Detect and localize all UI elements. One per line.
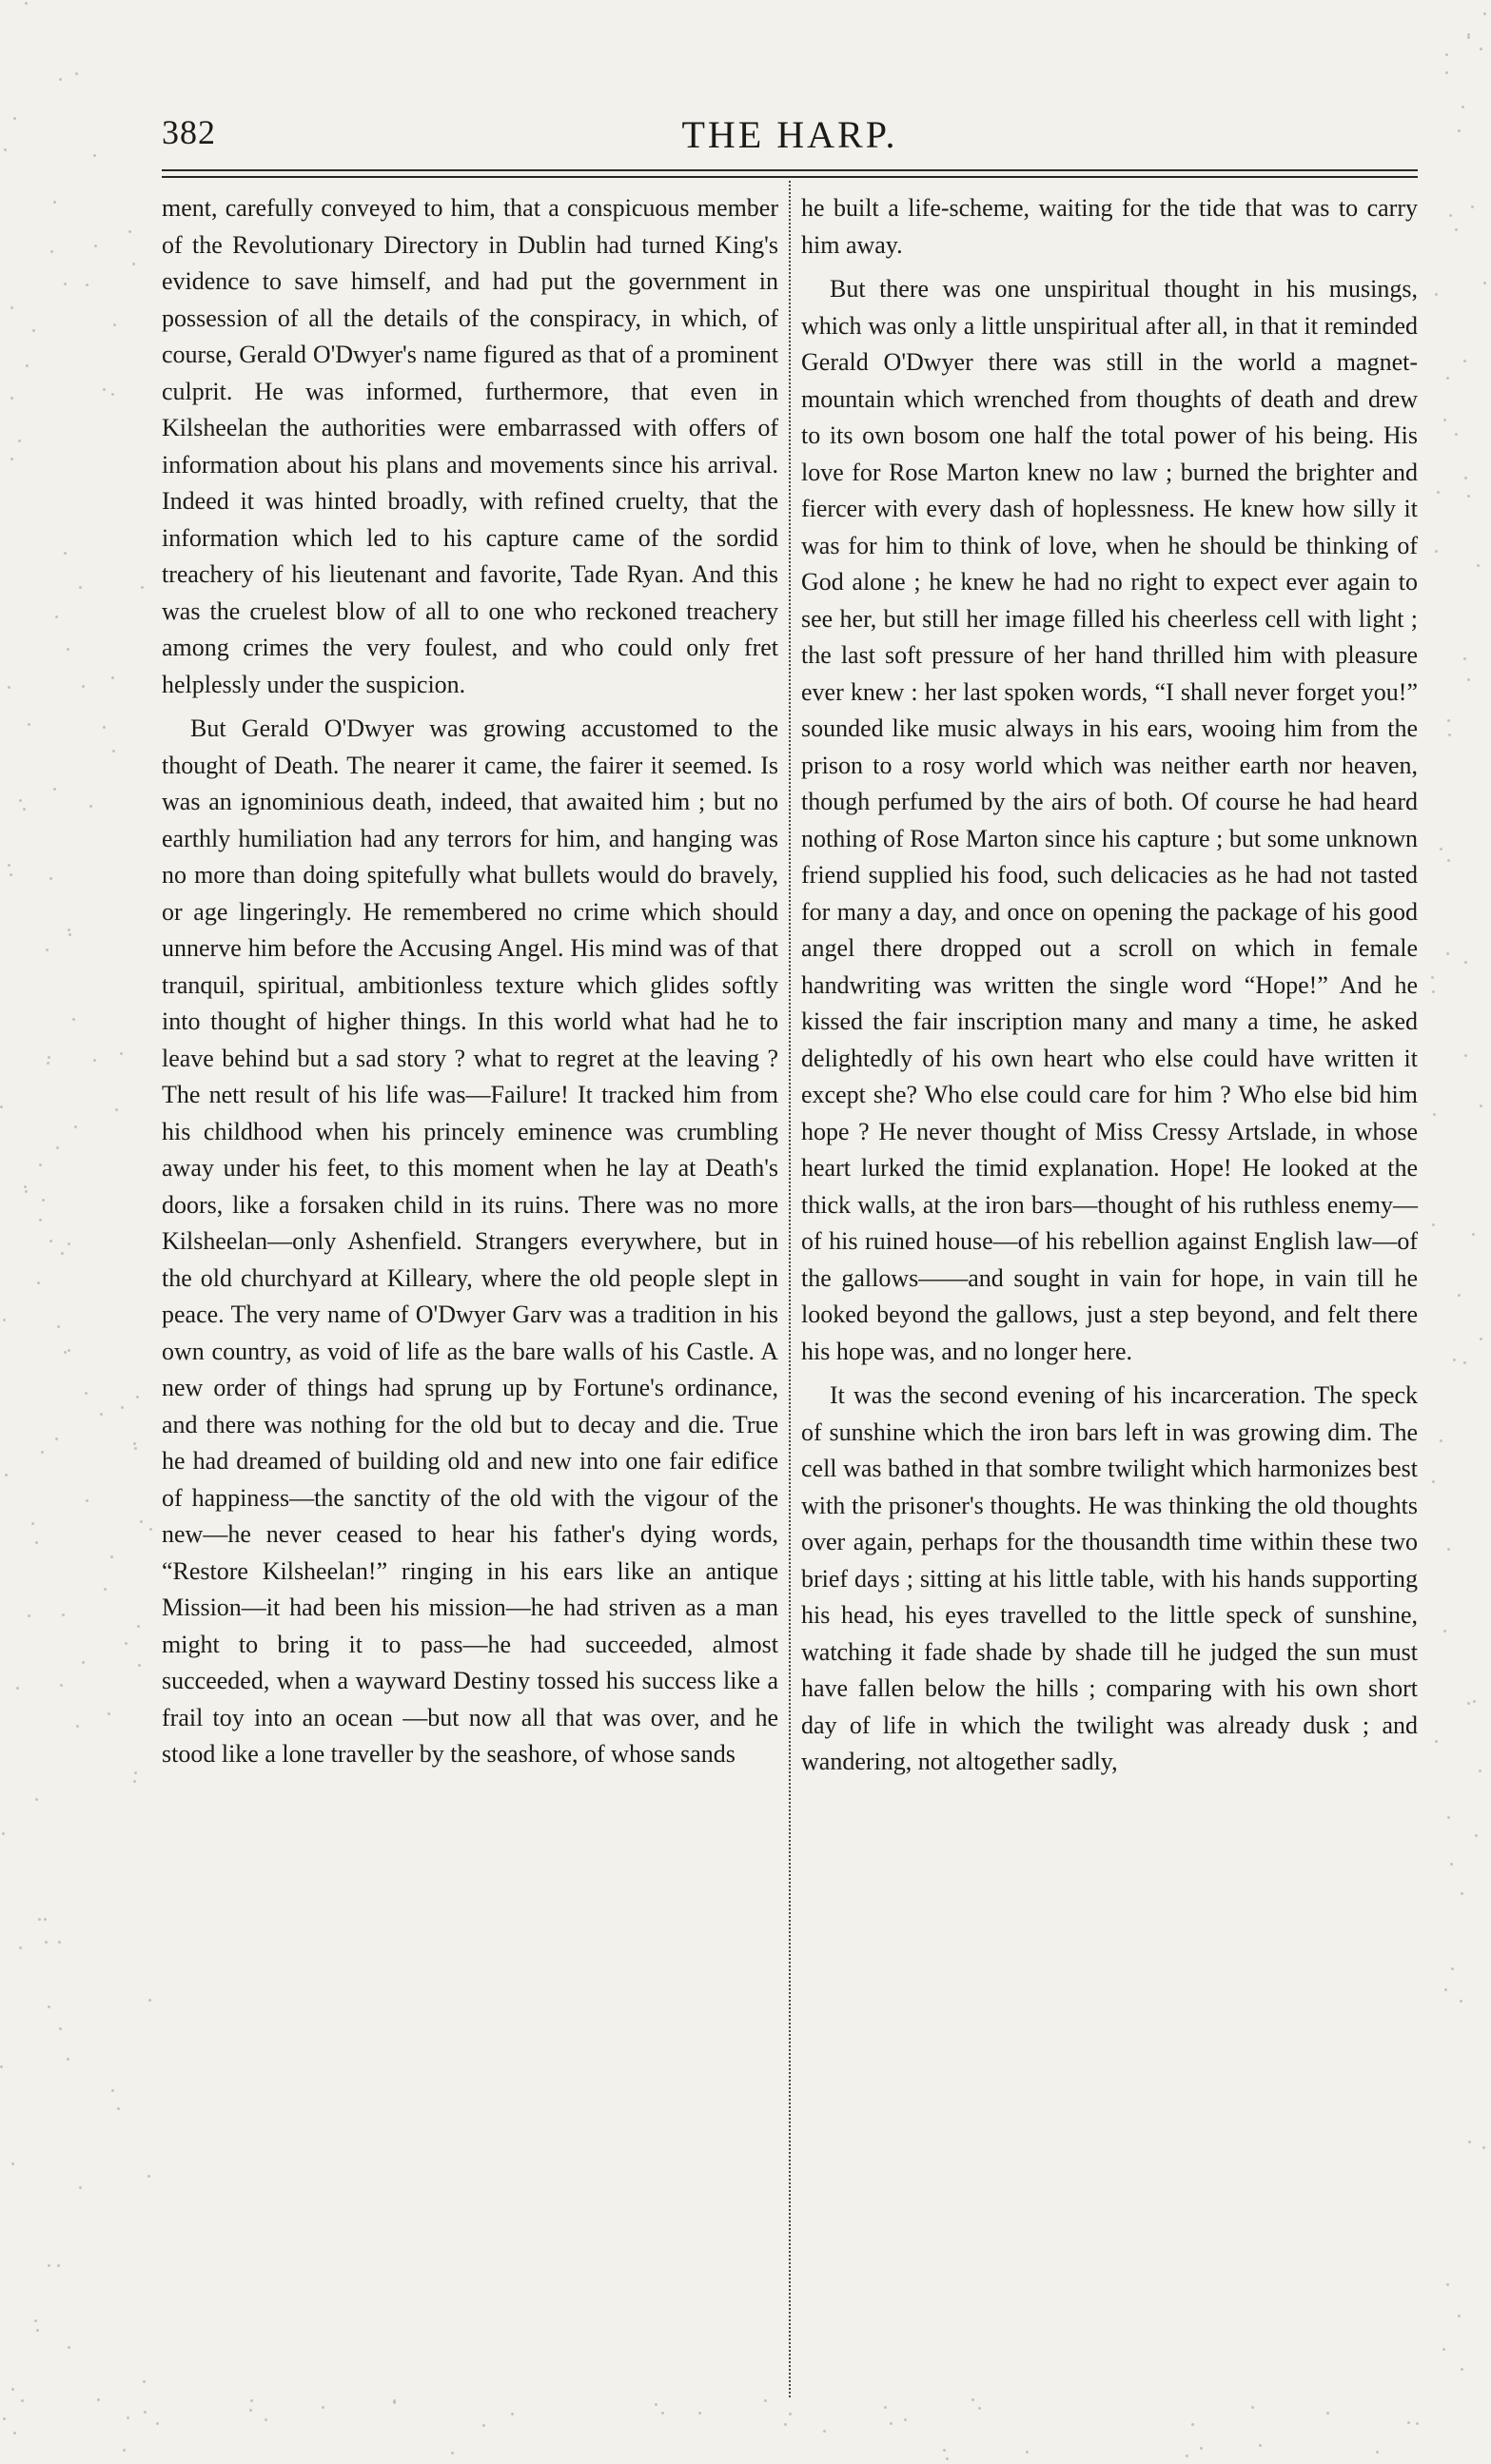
paper-speck	[111, 676, 114, 679]
paper-speck	[110, 1555, 113, 1558]
running-title: THE HARP.	[681, 113, 898, 156]
left-column	[162, 190, 778, 1781]
paper-speck	[0, 1105, 3, 1108]
paper-speck	[1467, 495, 1470, 498]
paper-speck	[68, 1349, 70, 1352]
paper-speck	[35, 1798, 38, 1801]
paper-speck	[1376, 2451, 1379, 2454]
paper-speck	[23, 808, 26, 811]
paper-speck	[1200, 2447, 1203, 2450]
paper-speck	[48, 2264, 50, 2267]
paper-speck	[1026, 2451, 1029, 2454]
paper-speck	[57, 1325, 60, 1328]
paper-speck	[1432, 1480, 1435, 1483]
paper-speck	[133, 1442, 136, 1445]
paper-speck	[100, 1413, 103, 1416]
paper-speck	[25, 2, 28, 5]
paper-speck	[1445, 53, 1448, 56]
paper-speck	[322, 2406, 324, 2409]
paper-speck	[149, 1528, 152, 1531]
paper-speck	[1464, 1054, 1467, 1057]
paper-speck	[1450, 1863, 1453, 1866]
paper-speck	[137, 1625, 140, 1628]
paper-speck	[1186, 2454, 1188, 2457]
paper-speck	[1475, 1834, 1478, 1837]
paper-speck	[86, 1499, 88, 1502]
paper-speck	[1460, 2000, 1462, 2003]
paper-speck	[67, 648, 69, 651]
paper-speck	[48, 1056, 50, 1059]
paper-speck	[13, 117, 16, 120]
paper-speck	[451, 2452, 454, 2454]
paper-speck	[136, 1396, 139, 1398]
paper-speck	[1461, 1892, 1463, 1895]
paper-speck	[1447, 1816, 1450, 1819]
paper-speck	[85, 1392, 88, 1395]
paper-speck	[113, 323, 116, 326]
paper-speck	[1326, 2412, 1329, 2415]
paper-speck	[978, 2407, 981, 2410]
paper-speck	[1446, 377, 1449, 380]
paper-speck	[1251, 2406, 1254, 2409]
paper-speck	[144, 2411, 147, 2414]
paper-speck	[89, 805, 92, 808]
paper-speck	[265, 2418, 267, 2421]
paper-speck	[1447, 859, 1450, 862]
paper-speck	[68, 2346, 70, 2349]
paper-speck	[249, 2409, 252, 2412]
paper-speck	[79, 2186, 82, 2189]
paper-speck	[789, 2413, 792, 2415]
paper-speck	[1468, 2141, 1471, 2143]
header-rule-bottom	[162, 176, 1418, 178]
paper-speck	[943, 2449, 946, 2452]
paper-speck	[3, 2417, 6, 2420]
paper-speck	[13, 2432, 16, 2435]
paper-speck	[112, 750, 115, 753]
paper-speck	[48, 2005, 50, 2008]
paper-speck	[1447, 1548, 1450, 1551]
paper-speck	[82, 685, 85, 688]
paper-speck	[49, 1240, 52, 1242]
paper-speck	[1442, 2348, 1445, 2351]
paper-speck	[1440, 848, 1442, 851]
paper-speck	[1455, 433, 1458, 436]
paper-speck	[133, 1780, 136, 1783]
paper-speck	[1464, 477, 1467, 479]
paper-speck	[68, 1242, 70, 1245]
paper-speck	[62, 1613, 65, 1616]
paper-speck	[64, 1351, 67, 1354]
paper-speck	[823, 2430, 826, 2433]
paper-speck	[41, 1451, 44, 1454]
paper-speck	[482, 2424, 485, 2427]
paper-speck	[1480, 48, 1482, 50]
paper-speck	[103, 388, 106, 391]
paper-speck	[93, 154, 96, 157]
paper-speck	[393, 2401, 396, 2404]
paper-speck	[93, 1059, 96, 1062]
paper-speck	[39, 1219, 42, 1222]
paper-speck	[1446, 2283, 1449, 2286]
header-rule-top	[162, 169, 1418, 171]
paper-speck	[1473, 1700, 1476, 1703]
paper-speck	[46, 948, 49, 951]
paper-speck	[49, 877, 52, 880]
paper-speck	[1432, 1223, 1435, 1226]
paper-speck	[44, 1918, 47, 1921]
paper-speck	[37, 1281, 40, 1284]
paper-speck	[1467, 36, 1470, 39]
paper-speck	[1432, 990, 1435, 993]
paper-speck	[74, 1125, 77, 1128]
paper-speck	[11, 2388, 14, 2391]
paper-speck	[53, 788, 56, 791]
paper-speck	[75, 72, 78, 75]
paper-speck	[1435, 1740, 1438, 1743]
paper-speck	[1443, 419, 1446, 421]
paper-speck	[1461, 2368, 1463, 2371]
column-divider	[789, 181, 791, 2397]
paper-speck	[18, 440, 21, 442]
paper-speck	[141, 586, 144, 589]
paper-speck	[103, 726, 106, 729]
paper-speck	[121, 1406, 124, 1409]
paper-speck	[1437, 491, 1440, 494]
paper-speck	[55, 616, 58, 618]
paper-speck	[19, 799, 22, 802]
paper-speck	[79, 586, 82, 589]
paper-speck	[25, 1190, 28, 1193]
paragraph: But Gerald O'Dwyer was growing accustomed to the thought of Death. The nearer it came, the fairer it seemed. Is was an ignominious death, indeed, that awaited him ; but no earthly humiliation had any terrors for him, and hanging was no more than doing spitefully what bullets would do bravely, or age lingeringly. He remembered no crime which should unnerve him before the Accusing Angel. His mind was of that tranquil, spiritual, ambitionless texture which glides softly into thought of higher things. In this world what had he to leave behind but a sad story ? what to regret at the leaving ? The nett result of his life was—Failure! It tracked him from his childhood when his princely eminence was crumbling away under his feet, to this moment when he lay at Death's doors, like a forsaken child in its ruins. There was no more Kilsheelan—only Ashenfield. Strangers everywhere, but in the old churchyard at Killeary, where the old people slept in peace. The very name of O'Dwyer Garv was a tradition in his own country, as void of life as the bare walls of his Castle. A new order of things had sprung up by Fortune's ordinance, and there was nothing for the old but to decay and die. True he had dreamed of building old and new into one fair edifice of happiness—the sanctity of the old with the vigour of the new—he never ceased to hear his father's dying words, “Restore Kilsheelan!” ringing in his ears like an antique Mission—it had been his mission—he had striven as a man might to bring it to pass—he had succeeded, almost succeeded, when a wayward Destiny tossed his success like a frail toy into an ocean —but now all that was over, and he stood like a lone traveller by the seashore, of whose sands	[162, 714, 778, 1768]
paper-speck	[28, 723, 30, 726]
paper-speck	[16, 1687, 19, 1690]
paper-speck	[50, 250, 53, 253]
paper-speck	[10, 306, 13, 309]
paper-speck	[1433, 1113, 1436, 1116]
paper-speck	[38, 1918, 41, 1921]
paper-speck	[60, 1684, 63, 1687]
paper-speck	[1431, 976, 1434, 979]
paper-speck	[86, 284, 88, 286]
paper-speck	[42, 1199, 45, 1202]
paper-speck	[8, 864, 10, 867]
paper-speck	[1479, 1770, 1481, 1772]
paper-speck	[1416, 2422, 1419, 2425]
paper-speck	[64, 283, 67, 285]
paper-speck	[140, 1520, 143, 1523]
paper-speck	[82, 1661, 85, 1664]
paper-speck	[10, 397, 13, 400]
paper-speck	[10, 458, 13, 460]
paper-speck	[47, 1062, 49, 1065]
paper-speck	[128, 230, 131, 233]
paper-speck	[138, 1664, 141, 1667]
paper-speck	[58, 1941, 61, 1944]
paper-speck	[1447, 719, 1450, 722]
paper-speck	[655, 2403, 657, 2406]
paper-speck	[76, 1725, 79, 1728]
paper-speck	[5, 1474, 8, 1476]
paper-speck	[68, 929, 70, 931]
paper-speck	[32, 329, 35, 332]
paper-speck	[1467, 678, 1470, 681]
paper-speck	[1440, 1439, 1442, 1442]
paper-speck	[24, 1185, 27, 1188]
paper-speck	[1259, 2444, 1262, 2447]
paper-speck	[120, 1052, 123, 1055]
paper-speck	[1483, 12, 1486, 15]
paper-speck	[1463, 657, 1466, 660]
paper-speck	[156, 2422, 159, 2425]
paper-speck	[115, 1108, 118, 1111]
paper-speck	[661, 2412, 664, 2415]
paper-speck	[4, 148, 7, 151]
paper-speck	[1458, 129, 1461, 132]
paper-speck	[1444, 1988, 1447, 1991]
paper-speck	[1482, 2146, 1485, 2149]
paper-speck	[2, 1832, 5, 1835]
paper-speck	[946, 2457, 949, 2460]
paper-speck	[511, 2413, 514, 2415]
paper-speck	[134, 1447, 137, 1450]
paper-speck	[134, 1771, 137, 1774]
paper-speck	[11, 2162, 14, 2165]
right-column	[801, 190, 1418, 1789]
paper-speck	[26, 364, 29, 367]
paper-speck	[1483, 282, 1486, 284]
paper-speck	[57, 2264, 60, 2267]
paper-speck	[117, 2107, 120, 2110]
paper-speck	[35, 1541, 38, 1544]
paragraph: ment, carefully conveyed to him, that a conspicuous member of the Revolutionary Directory in Dublin had turned King's evidence to save himself, and had put the government in possession of all the details of the conspiracy, in which, of course, Gerald O'Dwyer's name figured as that of a prominent culprit. He was informed, furthermore, that even in Kilsheelan the authorities were embarrassed with offers of information about his plans and movements since his arrival. Indeed it was hinted broadly, with refined cruelty, that the information which led to his capture came of the sordid treachery of his lieutenant and favorite, Tade Ryan. And this was the cruelest blow of all to one who reckoned treachery among crimes the very foulest, and who could only fret helplessly under the suspicion.	[162, 194, 778, 698]
paper-speck	[884, 2406, 887, 2409]
paper-speck	[1471, 205, 1474, 208]
page-number: 382	[162, 113, 216, 151]
paper-speck	[1191, 2423, 1194, 2426]
paper-speck	[890, 2422, 893, 2425]
page-header	[162, 112, 1418, 169]
paper-speck	[28, 1614, 30, 1617]
paper-speck	[1467, 1702, 1470, 1705]
paper-speck	[59, 78, 62, 81]
paper-speck	[36, 2329, 39, 2332]
paper-speck	[1472, 1233, 1475, 1236]
paper-speck	[72, 1018, 75, 1021]
paper-speck	[10, 873, 12, 876]
paper-speck	[1463, 1361, 1466, 1364]
paper-speck	[1435, 550, 1438, 553]
paper-speck	[904, 2418, 907, 2421]
paper-speck	[1435, 293, 1438, 296]
paper-speck	[698, 2412, 701, 2415]
paper-speck	[34, 2319, 37, 2322]
paper-speck	[45, 1941, 48, 1944]
paper-speck	[1451, 1967, 1454, 1970]
paper-speck	[143, 2380, 146, 2383]
paper-speck	[1462, 106, 1464, 108]
paper-speck	[0, 2065, 3, 2068]
paragraph: he built a life-scheme, waiting for the tide that was to carry him away.	[801, 194, 1418, 259]
paper-speck	[108, 1712, 110, 1715]
paper-speck	[19, 1946, 22, 1949]
paper-speck	[1477, 564, 1480, 567]
paper-speck	[53, 201, 56, 204]
paper-speck	[1463, 360, 1466, 362]
paper-speck	[125, 1642, 128, 1645]
paper-speck	[971, 2398, 974, 2401]
paper-speck	[1480, 1338, 1482, 1340]
paper-speck	[147, 2175, 150, 2178]
paper-speck	[1448, 733, 1451, 736]
paper-speck	[55, 1437, 58, 1440]
paragraph: But there was one unspiritual thought in his musings, which was only a little unspiritual after all, in that it reminded Gerald O'Dwyer there was still in the world a magnet-mountain which wrenched from thoughts of death and drew to its own bosom one half the total power of his being. His love for Rose Marton knew no law ; burned the brighter and fiercer with every dash of hoplessness. He knew how silly it was for him to think of love, when he should be thinking of God alone ; he knew he had no right to expect ever again to see her, but still her image filled his cheerless cell with light ; the last soft pressure of her hand thrilled him with pleasure ever knew : her last spoken words, “I shall never forget you!” sounded like music always in his ears, wooing him from the prison to a rosy world which was neither earth nor heaven, though perfumed by the airs of both. Of course he had heard nothing of Rose Marton since his capture ; but some unknown friend supplied his food, such delicacies as he had not tasted for many a day, and once on opening the package of his good angel there dropped out a scroll on which in female handwriting was written the single word “Hope!” And he kissed the fair inscription many and many a time, he asked delightedly of his own heart who else could have written it except she? Who else could care for him ? Who else bid him hope ? He never thought of Miss Cressy Artslade, in whose heart lurked the timid explanation. Hope! He looked at the thick walls, at the iron bars—thought of his ruthless enemy—of his ruined house—of his rebellion against English law—of the gallows——and sought in vain for hope, in vain till he looked beyond the gallows, just a step beyond, and felt there his hope was, and no longer here.	[801, 275, 1418, 1365]
paper-speck	[64, 552, 67, 555]
paper-speck	[1446, 952, 1449, 955]
paper-speck	[3, 1319, 6, 1321]
paper-speck	[1458, 2315, 1461, 2317]
paper-speck	[1407, 2421, 1410, 2424]
paper-speck	[1443, 1630, 1446, 1633]
paper-speck	[56, 1146, 59, 1149]
paper-speck	[1455, 228, 1458, 231]
paper-speck	[1458, 1294, 1461, 1297]
paper-speck	[67, 2058, 69, 2061]
paper-speck	[59, 2027, 62, 2030]
paper-speck	[764, 2399, 767, 2402]
paper-speck	[250, 2399, 253, 2402]
paper-speck	[111, 393, 114, 396]
paper-speck	[104, 1588, 107, 1591]
paper-speck	[94, 244, 97, 247]
paper-speck	[61, 1252, 64, 1255]
paper-speck	[1445, 71, 1448, 74]
paper-speck	[111, 2089, 114, 2092]
paper-speck	[784, 2423, 787, 2426]
paper-speck	[123, 2449, 126, 2452]
paper-speck	[31, 1522, 34, 1525]
paper-speck	[1449, 214, 1452, 217]
paper-speck	[97, 2398, 100, 2401]
paper-speck	[1480, 1105, 1482, 1107]
paper-speck	[1464, 961, 1467, 964]
paper-speck	[69, 933, 71, 936]
paper-speck	[132, 263, 135, 265]
paper-speck	[8, 686, 10, 689]
paper-speck	[148, 1999, 151, 2002]
paper-speck	[39, 1164, 42, 1166]
paper-speck	[127, 2416, 129, 2419]
paragraph: It was the second evening of his incarceration. The speck of sunshine which the iron bars left in was growing dim. The cell was bathed in that sombre twilight which harmonizes best with the prisoner's thoughts. He was thinking the old thoughts over again, perhaps for the thousandth time within these two brief days ; sitting at his little table, with his hands supporting his head, his eyes travelled to the little speck of sunshine, watching it fade shade by shade till he judged the sun must have fallen below the hills ; comparing with his own short day of life in which the twilight was already dusk ; and wandering, not altogether sadly,	[801, 1381, 1418, 1775]
paper-speck	[21, 2399, 24, 2402]
paper-speck	[1453, 1359, 1456, 1361]
